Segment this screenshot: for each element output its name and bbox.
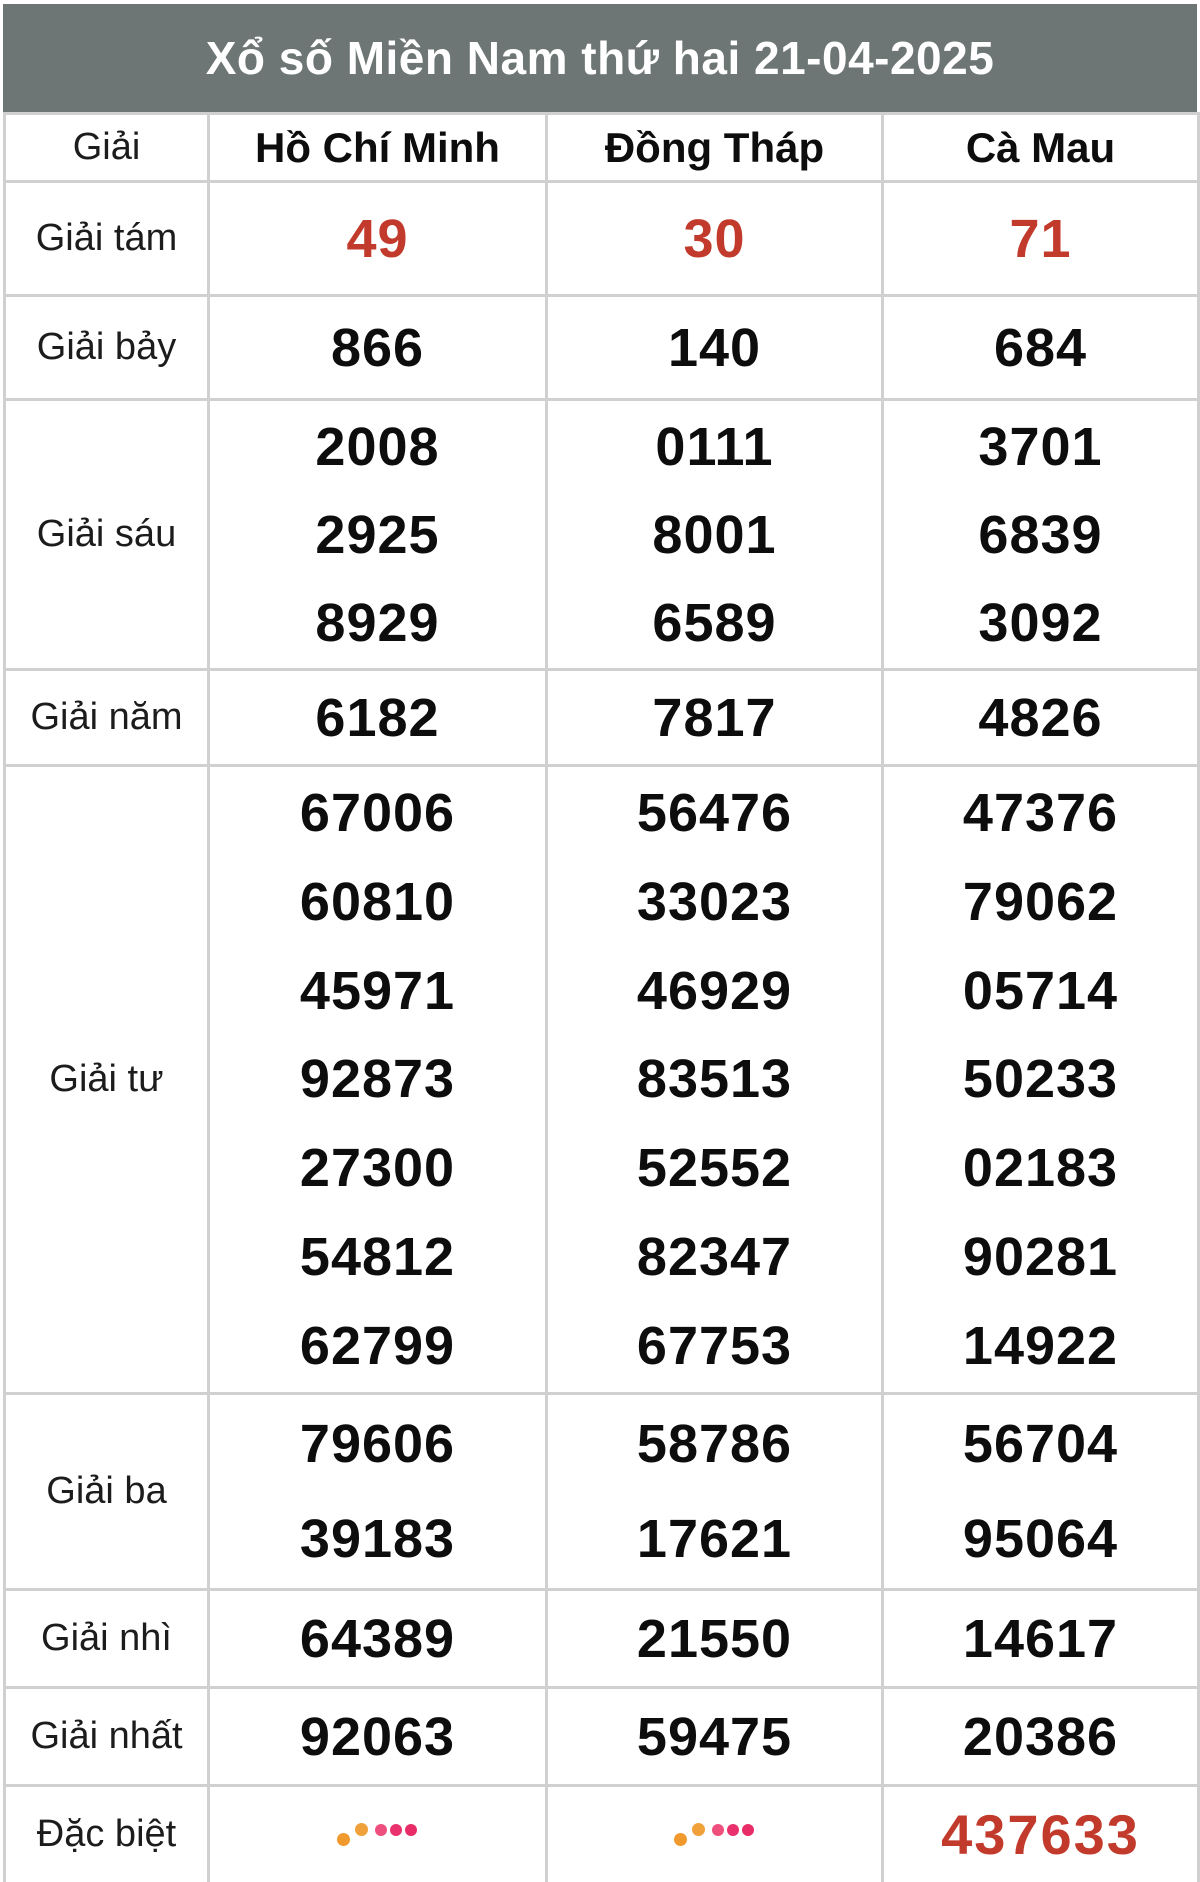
loading-dot [405, 1824, 417, 1836]
prize-value-cell [883, 1590, 1199, 1688]
prize-value-cell [209, 400, 547, 670]
prize-value: 50233 [962, 1049, 1119, 1110]
prize-row-label: Giải nhì [5, 1590, 209, 1688]
prize-value: 6589 [652, 592, 777, 653]
prize-value: 14922 [962, 1315, 1119, 1376]
prize-value-cell [209, 296, 547, 400]
prize-row-label: Giải ba [5, 1394, 209, 1590]
prize-value-cell [209, 1590, 547, 1688]
prize-value: 6182 [315, 687, 440, 748]
prize-row-label: Giải sáu [5, 400, 209, 670]
prize-value-cell [547, 1590, 883, 1688]
prize-value: 8929 [315, 592, 440, 653]
prize-value-cell [883, 182, 1199, 296]
prize-value-cell [209, 670, 547, 766]
prize-column-header: Giải [5, 114, 209, 182]
prize-value: 684 [993, 317, 1088, 378]
prize-value: 82347 [636, 1227, 793, 1288]
prize-value: 39183 [299, 1509, 456, 1569]
prize-value-cell [547, 400, 883, 670]
prize-value: 58786 [636, 1414, 793, 1474]
loading-dots [676, 1822, 754, 1850]
results-table [3, 112, 1200, 1882]
prize-value: 83513 [636, 1049, 793, 1110]
prize-row [5, 400, 1199, 670]
prize-value: 20386 [962, 1706, 1119, 1767]
prize-value: 140 [667, 317, 762, 378]
prize-value-cell [883, 1786, 1199, 1882]
prize-value: 60810 [299, 871, 456, 932]
prize-value: 33023 [636, 871, 793, 932]
prize-value: 0111 [655, 416, 774, 477]
prize-row [5, 766, 1199, 1394]
prize-row [5, 1688, 1199, 1786]
prize-value: 92873 [299, 1049, 456, 1110]
loading-dot [337, 1833, 350, 1846]
prize-row [5, 1590, 1199, 1688]
page-title: Xổ số Miền Nam thứ hai 21-04-2025 [205, 32, 995, 84]
prize-value: 6839 [978, 504, 1103, 565]
prize-row-label: Giải tám [5, 182, 209, 296]
prize-value: 05714 [962, 960, 1119, 1021]
prize-value-cell [883, 1394, 1199, 1590]
prize-value: 46929 [636, 960, 793, 1021]
prize-value-cell [209, 766, 547, 1394]
prize-value-cell [547, 766, 883, 1394]
loading-dot [674, 1833, 687, 1846]
prize-value: 54812 [299, 1227, 456, 1288]
loading-dots [339, 1822, 417, 1850]
prize-value: 8001 [652, 504, 777, 565]
prize-value: 92063 [299, 1706, 456, 1767]
prize-value: 79606 [299, 1414, 456, 1474]
loading-dot [375, 1824, 387, 1836]
prize-value: 27300 [299, 1138, 456, 1199]
header-row [5, 114, 1199, 182]
prize-value: 2925 [315, 504, 440, 565]
prize-value: 67006 [299, 782, 456, 843]
prize-value: 4826 [978, 687, 1103, 748]
prize-value-cell [209, 182, 547, 296]
prize-value: 3092 [978, 592, 1103, 653]
prize-row [5, 296, 1199, 400]
prize-row [5, 182, 1199, 296]
prize-value-cell [883, 296, 1199, 400]
prize-value: 52552 [636, 1138, 793, 1199]
prize-value-cell [547, 182, 883, 296]
prize-value: 64389 [299, 1608, 456, 1669]
prize-value: 3701 [978, 416, 1103, 477]
prize-row-label: Giải bảy [5, 296, 209, 400]
prize-row-label: Giải tư [5, 766, 209, 1394]
prize-value: 95064 [962, 1509, 1119, 1569]
title-bar [3, 4, 1197, 112]
prize-value-cell [547, 670, 883, 766]
prize-value: 437633 [941, 1802, 1140, 1866]
prize-value-cell [209, 1688, 547, 1786]
prize-value: 79062 [962, 871, 1119, 932]
prize-row [5, 1786, 1199, 1882]
prize-value: 2008 [315, 416, 440, 477]
prize-value-cell [883, 400, 1199, 670]
prize-value: 56476 [636, 782, 793, 843]
prize-row-label: Đặc biệt [5, 1786, 209, 1882]
prize-row [5, 1394, 1199, 1590]
prize-value-cell [883, 1688, 1199, 1786]
prize-value: 30 [683, 208, 746, 269]
loading-dot [727, 1824, 739, 1836]
prize-value: 71 [1009, 208, 1072, 269]
prize-value: 49 [346, 208, 409, 269]
prize-row-label: Giải nhất [5, 1688, 209, 1786]
prize-value: 02183 [962, 1138, 1119, 1199]
prize-value-cell [209, 1394, 547, 1590]
prize-value: 56704 [962, 1414, 1119, 1474]
prize-value-cell [547, 1394, 883, 1590]
prize-value: 47376 [962, 782, 1119, 843]
loading-dot [355, 1823, 368, 1836]
prize-value: 7817 [652, 687, 777, 748]
loading-dot [742, 1824, 754, 1836]
prize-value: 90281 [962, 1227, 1119, 1288]
prize-value-cell [547, 296, 883, 400]
prize-value-cell [547, 1786, 883, 1882]
prize-value: 21550 [636, 1608, 793, 1669]
loading-dot [692, 1823, 705, 1836]
prize-value: 45971 [299, 960, 456, 1021]
loading-dot [712, 1824, 724, 1836]
prize-value-cell [209, 1786, 547, 1882]
prize-row [5, 670, 1199, 766]
column-header-dong-thap: Đồng Tháp [547, 114, 883, 182]
column-header-ca-mau: Cà Mau [883, 114, 1199, 182]
prize-value: 62799 [299, 1315, 456, 1376]
loading-dot [390, 1824, 402, 1836]
prize-row-label: Giải năm [5, 670, 209, 766]
prize-value-cell [883, 670, 1199, 766]
prize-value: 67753 [636, 1315, 793, 1376]
prize-value-cell [547, 1688, 883, 1786]
prize-value: 17621 [636, 1509, 793, 1569]
prize-value-cell [883, 766, 1199, 1394]
prize-value: 59475 [636, 1706, 793, 1767]
prize-value: 866 [330, 317, 425, 378]
column-header-ho-chi-minh: Hồ Chí Minh [209, 114, 547, 182]
prize-value: 14617 [962, 1608, 1119, 1669]
